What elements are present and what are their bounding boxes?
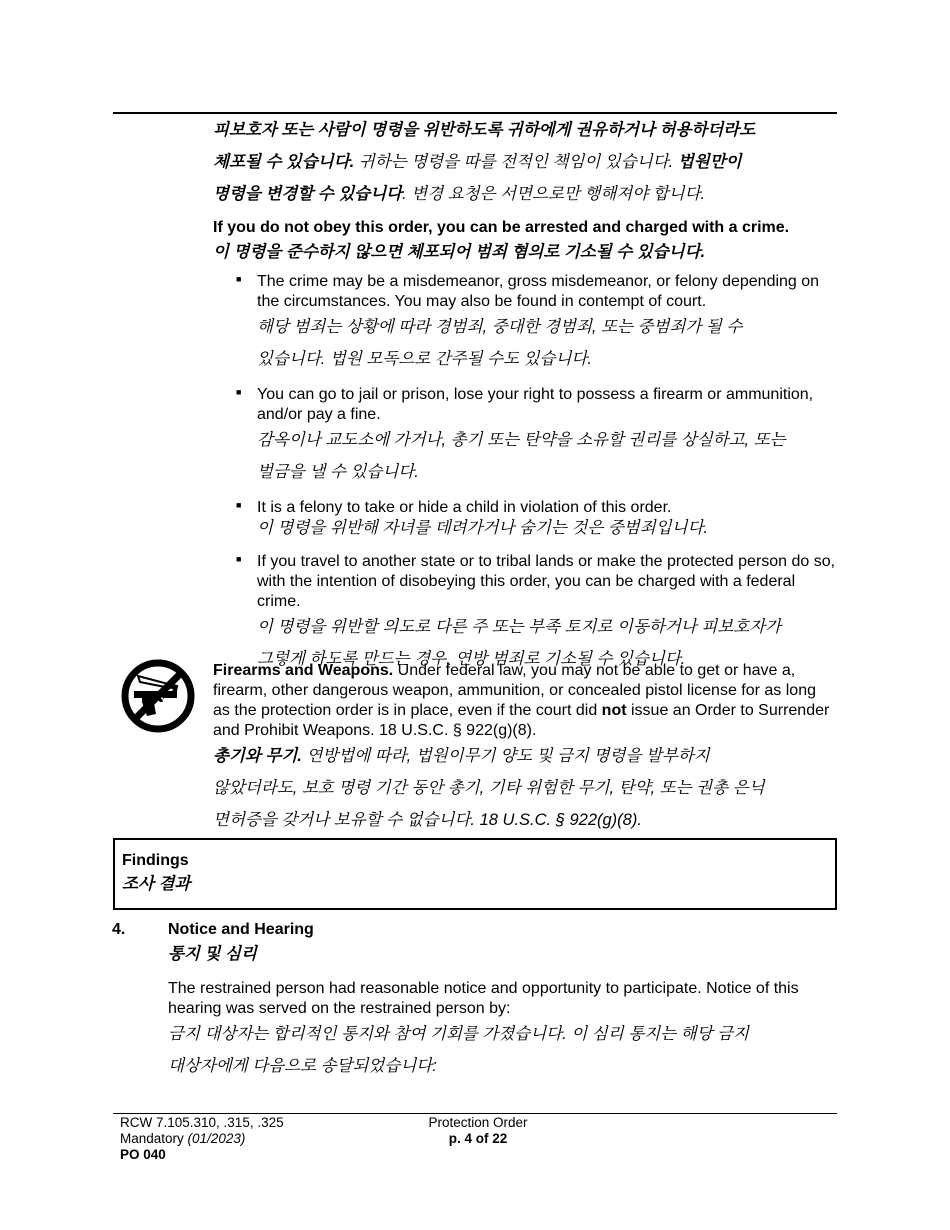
- section-number: 4.: [112, 921, 126, 938]
- footer-form-number: PO 040: [120, 1147, 166, 1162]
- warning-line-2: 체포될 수 있습니다. 귀하는 명령을 따를 전적인 책임이 있습니다. 법원만이: [213, 153, 742, 171]
- footer-rule: [113, 1113, 837, 1114]
- footer-left: [120, 1115, 284, 1163]
- findings-title-ko: 조사 결과: [122, 875, 191, 893]
- bullet-marker: ■: [236, 500, 242, 510]
- firearms-section: [213, 661, 835, 836]
- firearms-ko-line-3: 면허증을 갖거나 보유할 수 없습니다. 18 U.S.C. § 922(g)(8).: [213, 811, 642, 829]
- obey-heading-en: If you do not obey this order, you can be arrested and charged with a crime.: [213, 219, 790, 236]
- section-body-en: The restrained person had reasonable notice and opportunity to participate. Notice of this hearing was served on the restrained person by:: [168, 980, 799, 1017]
- section-title-ko: 통지 및 심리: [168, 945, 257, 963]
- no-firearms-icon: [120, 658, 196, 734]
- warning-line-3: 명령을 변경할 수 있습니다. 변경 요청은 서면으로만 행해져야 합니다.: [213, 185, 706, 203]
- firearms-en: Firearms and Weapons. Under federal law, you may not be able to get or have a, firearm, other dangerous weapon, ammunition, or concealed pistol license for as long as the protection order is in place, even if the court did not issue an Order to Surrender and Prohibit Weapons. 18 U.S.C. § 922(g)(8).: [213, 662, 830, 739]
- warning-paragraph-ko: [213, 114, 833, 210]
- section-body: [168, 979, 818, 1082]
- footer-page-number: p. 4 of 22: [448, 1131, 508, 1146]
- section-body-ko-2: 대상자에게 다음으로 송달되었습니다:: [168, 1057, 437, 1075]
- footer-doc-title: Protection Order: [428, 1115, 528, 1130]
- footer-mandatory: Mandatory (01/2023): [120, 1131, 246, 1146]
- bullet-item: ■ The crime may be a misdemeanor, gross misdemeanor, or felony depending on the circumstances. You may also be found in contempt of court. 해당 범죄는 상황에 따라 경범죄, 중대한 경범죄, 또는 중범죄가 될 수 있습니다. 법원 모독으로 간주될 수도 있습니다.: [236, 273, 820, 368]
- findings-box: [113, 838, 837, 910]
- bullet-list: [236, 272, 836, 675]
- bullet-marker: ■: [236, 274, 242, 284]
- findings-title-en: Findings: [122, 852, 189, 869]
- bullet-marker: ■: [236, 554, 242, 564]
- bullet-item: ■ It is a felony to take or hide a child in violation of this order. 이 명령을 위반해 자녀를 데려가거나 숨기는 것은 중범죄입니다.: [236, 499, 709, 537]
- section-body-ko-1: 금지 대상자는 합리적인 통지와 참여 기회를 가졌습니다. 이 심리 통지는 해당 금지: [168, 1025, 749, 1043]
- warning-line-1: 피보호자 또는 사람이 명령을 위반하도록 귀하에게 권유하거나 허용하더라도: [213, 121, 756, 139]
- footer-rcw: RCW 7.105.310, .315, .325: [120, 1115, 284, 1130]
- footer-center: [426, 1115, 530, 1147]
- obey-heading-ko: 이 명령을 준수하지 않으면 체포되어 범죄 혐의로 기소될 수 있습니다.: [213, 243, 706, 261]
- section-title-en: Notice and Hearing: [168, 921, 314, 938]
- bullet-item: ■ You can go to jail or prison, lose your right to possess a firearm or ammunition, and/or pay a fine. 감옥이나 교도소에 가거나, 총기 또는 탄약을 소유할 권리를 상실하고, 또는 벌금을 낼 수 있습니다.: [236, 386, 814, 481]
- firearms-ko-line-2: 않았더라도, 보호 명령 기간 동안 총기, 기타 위험한 무기, 탄약, 또는 권총 은닉: [213, 779, 765, 797]
- bullet-item: ■ If you travel to another state or to tribal lands or make the protected person do so, with the intention of disobeying this order, you can be charged with a federal crime. 이 명령을 위반할 의도로 다른 주 또는 부족 토지로 이동하거나 피보호자가 그렇게 하도록 만드는 경우, 연방 범죄로 기소될 수 있습니다.: [236, 553, 836, 668]
- bullet-marker: ■: [236, 387, 242, 397]
- firearms-ko-line-1: 총기와 무기. 연방법에 따라, 법원이무기 양도 및 금지 명령을 발부하지: [213, 747, 710, 765]
